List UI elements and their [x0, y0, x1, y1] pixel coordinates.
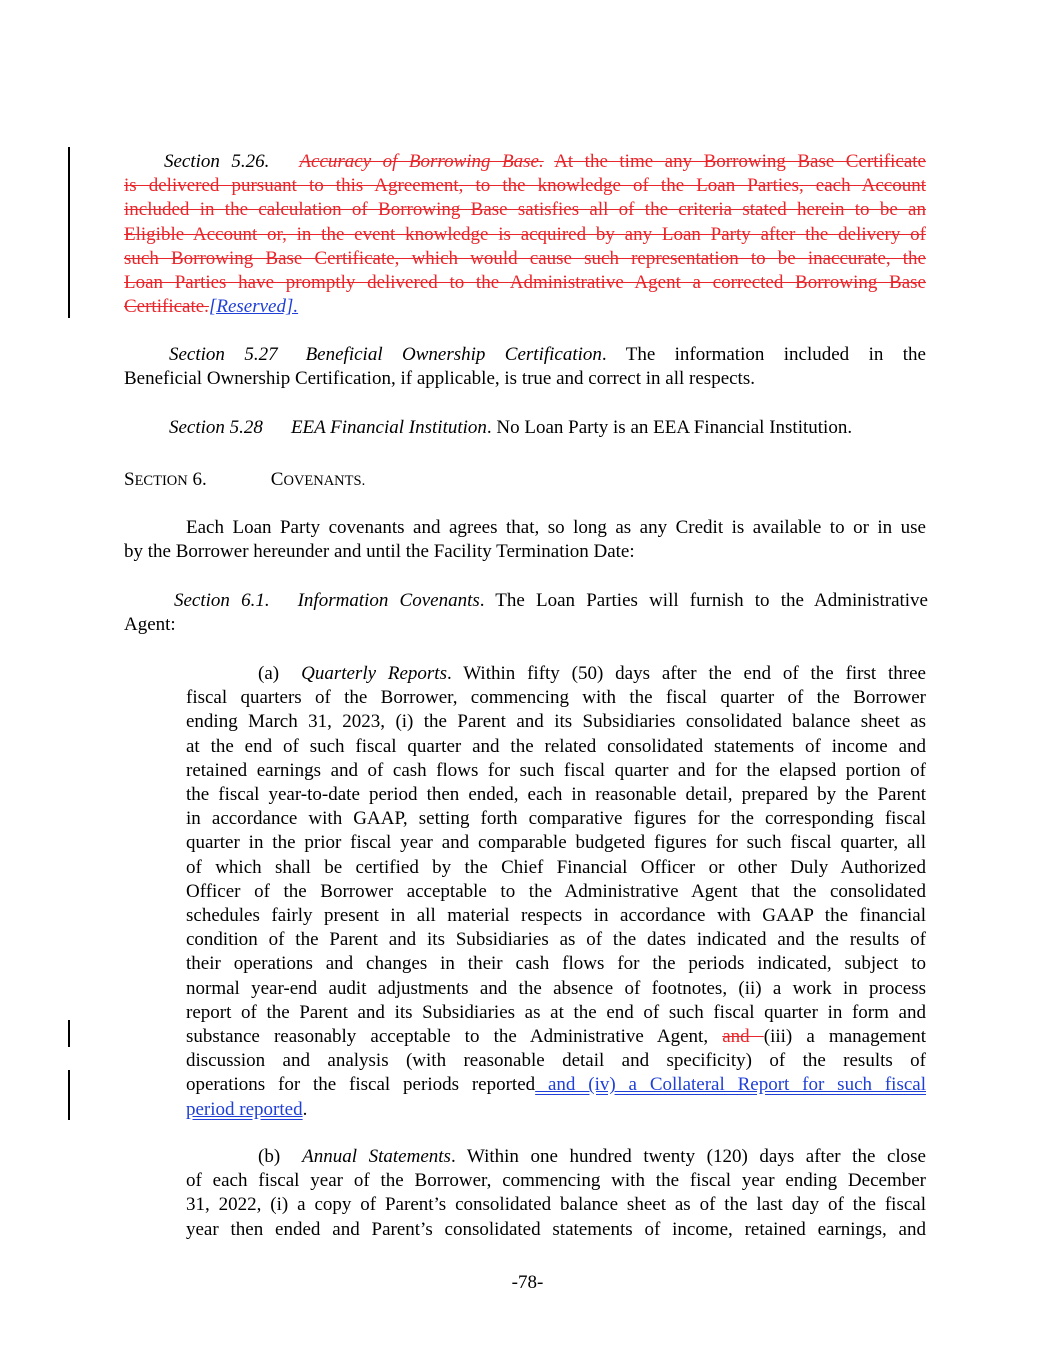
- section-6-1-line-1: [124, 589, 928, 613]
- paragraph-line: normal year-end audit adjustments and the absence of footnotes, (ii) a work in process: [186, 977, 926, 999]
- paragraph-text: operations for the fiscal periods reported: [186, 1074, 536, 1096]
- small-caps-initial: S: [124, 469, 135, 490]
- paragraph-line: 31, 2022, (i) a copy of Parent’s consolidated balance sheet as of the last day of the fiscal: [186, 1194, 926, 1216]
- section-5-27-line-1: [124, 343, 926, 367]
- deleted-line: included in the calculation of Borrowing Base satisfies all of the criteria stated herein to be an: [124, 199, 926, 221]
- paragraph-line-18: [186, 1073, 926, 1097]
- change-bar: [68, 1020, 70, 1047]
- paragraph-line: condition of the Parent and its Subsidiaries as of the dates indicated and the results of: [186, 929, 926, 951]
- section-number: Section 5.28: [169, 417, 263, 438]
- section-5-26-line-7: [124, 295, 926, 319]
- paragraph-line-19: [186, 1098, 926, 1122]
- deleted-line: is delivered pursuant to this Agreement, to the knowledge of the Loan Parties, each Account: [124, 175, 926, 197]
- paragraph-line: at the end of such fiscal quarter and the related consolidated statements of income and: [186, 735, 926, 757]
- intro-line-1: [124, 516, 926, 540]
- section-text: . The Loan Parties will furnish to the Administrative: [479, 590, 928, 611]
- paragraph-line: the fiscal year-to-date period then ended, each in reasonable detail, prepared by the Parent: [186, 784, 926, 806]
- deleted-line: Eligible Account or, in the event knowledge is acquired by any Loan Party after the delivery of: [124, 223, 926, 245]
- change-bar: [68, 147, 70, 318]
- paragraph-line: of each fiscal year of the Borrower, commencing with the fiscal year ending December: [186, 1170, 926, 1192]
- small-caps-initial: C: [270, 469, 284, 490]
- paragraph-line: report of the Parent and its Subsidiaries as at the end of such fiscal quarter in form and: [186, 1001, 926, 1023]
- inserted-text: and (iv) a Collateral Report for such fiscal: [535, 1074, 926, 1096]
- inserted-text: [Reserved].: [208, 296, 299, 318]
- paragraph-text: . Within one hundred twenty (120) days after the close: [450, 1146, 926, 1167]
- paragraph-text: .: [302, 1098, 308, 1120]
- paragraph-line: their operations and changes in their cash flows for the periods indicated, subject to: [186, 953, 926, 975]
- section-6-number: [124, 469, 207, 490]
- covenants-intro: [124, 516, 926, 564]
- paragraph-line: ending March 31, 2023, (i) the Parent and its Subsidiaries consolidated balance sheet as: [186, 711, 926, 733]
- deleted-line: such Borrowing Base Certificate, which would cause such representation to be inaccurate, the: [124, 247, 926, 269]
- inserted-text: period reported: [186, 1098, 303, 1120]
- section-number: Section 5.26.: [164, 151, 270, 172]
- paragraph-line: of which shall be certified by the Chief Financial Officer or other Duly Authorized: [186, 856, 926, 878]
- paragraph-line: discussion and analysis (with reasonable detail and specificity) of the results of: [186, 1050, 926, 1072]
- paragraph-label: (a): [258, 663, 280, 684]
- deleted-text: At the time any Borrowing Base Certificate: [554, 151, 926, 172]
- deleted-text: and: [722, 1026, 764, 1048]
- small-caps-rest: OVENANTS.: [283, 473, 366, 489]
- paragraph-line: in accordance with GAAP, setting forth comparative figures for the corresponding fiscal: [186, 808, 926, 830]
- paragraph-text: (iii) a management: [763, 1026, 926, 1048]
- section-6-title: [271, 469, 365, 490]
- section-5-26: [124, 150, 926, 319]
- section-number: Section 5.27: [169, 344, 278, 365]
- paragraph-b-annual-statements: [186, 1145, 926, 1242]
- section-text: Beneficial Ownership Certification, if applicable, is true and correct in all respects.: [124, 368, 755, 390]
- paragraph-label: (b): [258, 1146, 281, 1167]
- section-text: . The information included in the: [601, 344, 926, 365]
- paragraph-a-quarterly-reports: [186, 662, 926, 1122]
- small-caps-rest: ECTION: [134, 473, 188, 489]
- section-number: Section 6.1.: [174, 590, 270, 611]
- intro-text: Each Loan Party covenants and agrees that, so long as any Credit is available to or in use: [186, 517, 926, 538]
- section-heading: Beneficial Ownership Certification: [305, 344, 602, 365]
- section-6-1: [124, 589, 928, 637]
- section-6-number-tail: 6.: [192, 469, 207, 490]
- section-heading: EEA Financial Institution: [290, 417, 487, 438]
- section-5-26-line-1: [124, 150, 926, 174]
- intro-line-2: by the Borrower hereunder and until the Facility Termination Date:: [124, 541, 635, 563]
- paragraph-heading: Annual Statements: [302, 1146, 451, 1167]
- paragraph-line: fiscal quarters of the Borrower, commencing with the fiscal quarter of the Borrower: [186, 687, 926, 709]
- paragraph-text: substance reasonably acceptable to the Administrative Agent,: [186, 1026, 723, 1048]
- section-6-heading: [124, 468, 926, 493]
- paragraph-line-16: [186, 1025, 926, 1049]
- section-text: . No Loan Party is an EEA Financial Institution.: [486, 417, 853, 438]
- paragraph-heading: Quarterly Reports: [301, 663, 447, 684]
- paragraph-line: quarter in the prior fiscal year and comparable budgeted figures for such fiscal quarter, all: [186, 832, 926, 854]
- paragraph-text: . Within fifty (50) days after the end of the first three: [446, 663, 926, 684]
- section-5-28: [124, 416, 926, 440]
- section-heading: Information Covenants: [297, 590, 480, 611]
- paragraph-a-line-1: [186, 662, 926, 686]
- paragraph-line: Officer of the Borrower acceptable to the Administrative Agent that the consolidated: [186, 880, 926, 902]
- section-5-27: [124, 343, 926, 391]
- section-5-28-line-1: [124, 416, 926, 440]
- change-bar: [68, 1070, 70, 1120]
- paragraph-line: schedules fairly present in all material respects in accordance with GAAP the financial: [186, 905, 926, 927]
- paragraph-line: year then ended and Parent’s consolidated statements of income, retained earnings, and: [186, 1218, 926, 1240]
- deleted-heading: Accuracy of Borrowing Base.: [299, 151, 544, 172]
- section-text: Agent:: [124, 614, 176, 636]
- page-number: -78-: [511, 1272, 544, 1293]
- deleted-text: Certificate.: [124, 296, 209, 318]
- paragraph-b-line-1: [186, 1145, 926, 1169]
- deleted-line: Loan Parties have promptly delivered to the Administrative Agent a corrected Borrowing Base: [124, 272, 926, 294]
- paragraph-line: retained earnings and of cash flows for such fiscal quarter and for the elapsed portion of: [186, 759, 926, 781]
